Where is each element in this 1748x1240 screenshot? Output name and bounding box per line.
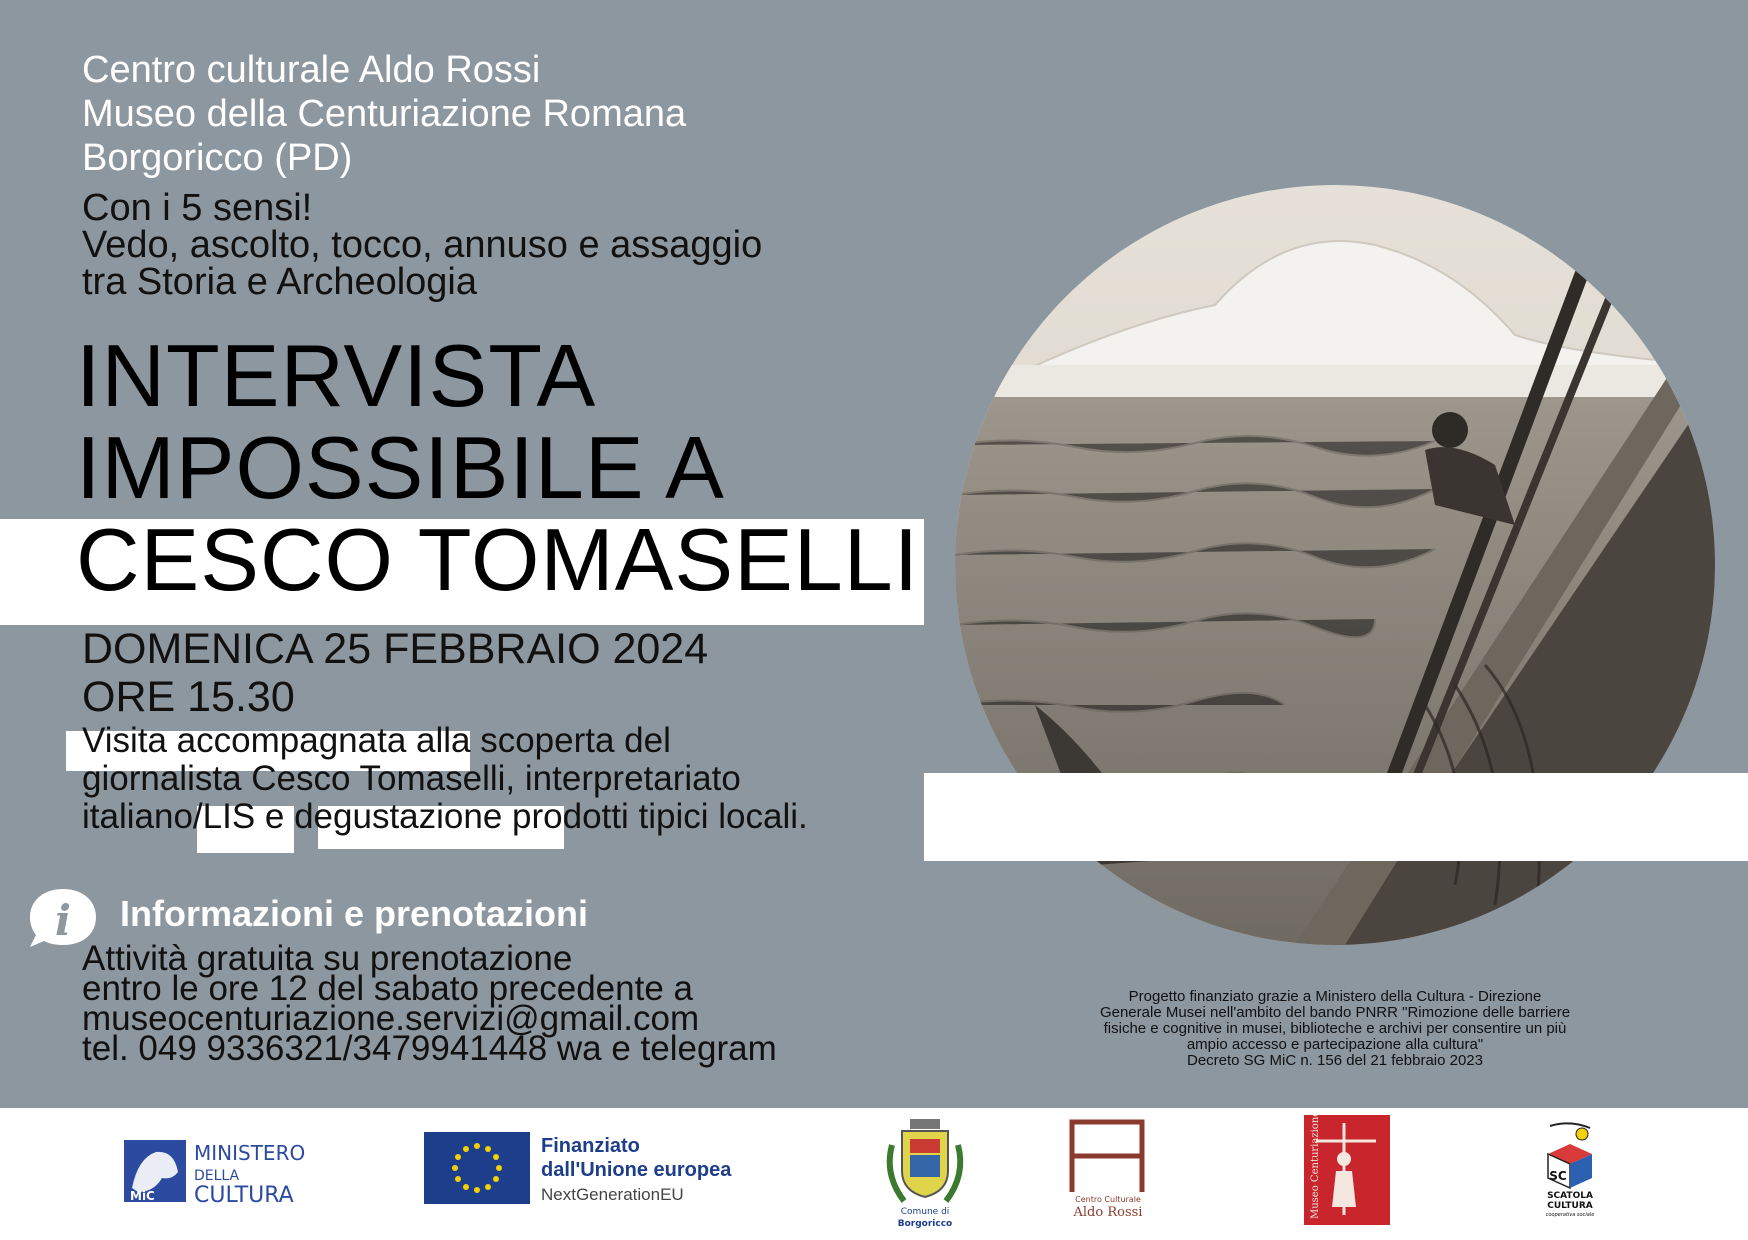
info-title: Informazioni e prenotazioni xyxy=(120,893,589,934)
comune-line-1: Comune di xyxy=(900,1207,950,1217)
decorative-white-bar-right xyxy=(924,773,1748,861)
series-line-1: Con i 5 sensi! xyxy=(82,187,313,229)
scatola-badge: SC xyxy=(1549,1169,1567,1183)
event-title-line-2: IMPOSSIBILE A xyxy=(76,418,725,517)
logo-ministero-cultura xyxy=(124,1138,324,1211)
scatola-line-1: SCATOLA xyxy=(1547,1191,1593,1201)
funding-line-1: Progetto finanziato grazie a Ministero della Cultura - Direzione xyxy=(1128,988,1542,1005)
funding-line-3: fisiche e cognitive in musei, biblioteche e archivi per consentire un più xyxy=(1103,1020,1567,1037)
description-line-3: italiano/LIS e degustazione prodotti tipici locali. xyxy=(82,797,808,836)
event-title xyxy=(76,326,920,609)
logo-scatola-cultura xyxy=(1540,1118,1600,1223)
mic-line-2: DELLA xyxy=(194,1168,240,1184)
contact-line-1: Attività gratuita su prenotazione xyxy=(82,939,573,978)
logo-centro-aldo-rossi xyxy=(1068,1118,1148,1223)
eu-line-3: NextGenerationEU xyxy=(541,1185,684,1204)
venue-block xyxy=(82,48,686,180)
eu-line-2: dall'Unione europea xyxy=(541,1159,732,1181)
event-description xyxy=(82,722,808,836)
mic-badge-text: MiC xyxy=(130,1189,155,1203)
description-line-2: giornalista Cesco Tomaselli, interpretariato xyxy=(82,759,741,798)
event-title-line-1: INTERVISTA xyxy=(76,326,597,425)
funding-note xyxy=(1040,989,1630,1069)
museo-logo-text: Museo Centuriazione Romana xyxy=(1310,1115,1321,1219)
aldo-line-1: Centro Culturale xyxy=(1075,1195,1141,1204)
svg-text:i: i xyxy=(55,896,71,945)
series-line-2: Vedo, ascolto, tocco, annuso e assaggio xyxy=(82,224,763,266)
event-title-line-3: CESCO TOMASELLI xyxy=(76,510,920,609)
aldo-line-2: Aldo Rossi xyxy=(1073,1205,1143,1218)
contact-email[interactable]: museocenturiazione.servizi@gmail.com xyxy=(82,999,700,1038)
funding-line-4: ampio accesso e partecipazione alla cultura" xyxy=(1186,1036,1484,1053)
contact-phone[interactable]: tel. 049 9336321/3479941448 wa e telegram xyxy=(82,1029,777,1068)
contact-line-2: entro le ore 12 del sabato precedente a xyxy=(82,969,693,1008)
series-block xyxy=(82,187,763,303)
scatola-line-3: cooperativa sociale xyxy=(1545,1212,1595,1218)
mic-line-3: CULTURA xyxy=(194,1183,294,1206)
event-date: DOMENICA 25 FEBBRAIO 2024 xyxy=(82,625,709,673)
venue-line-2: Museo della Centuriazione Romana xyxy=(82,93,687,135)
scatola-line-2: CULTURA xyxy=(1547,1201,1593,1211)
contact-block xyxy=(82,939,777,1068)
venue-line-1: Centro culturale Aldo Rossi xyxy=(82,49,541,91)
venue-line-3: Borgoricco (PD) xyxy=(82,137,353,179)
series-line-3: tra Storia e Archeologia xyxy=(82,261,478,303)
eu-line-1: Finanziato xyxy=(541,1135,640,1157)
description-line-1: Visita accompagnata alla scoperta del xyxy=(82,721,671,760)
event-datetime xyxy=(82,625,708,721)
logo-eu-nextgeneration xyxy=(424,1130,754,1211)
funding-line-5: Decreto SG MiC n. 156 del 21 febbraio 2023 xyxy=(1186,1052,1483,1069)
funding-line-2: Generale Musei nell'ambito del bando PNRR "Rimozione delle barriere xyxy=(1099,1004,1571,1021)
mic-line-1: MINISTERO xyxy=(194,1141,306,1165)
logo-comune-borgoricco xyxy=(880,1115,970,1235)
comune-line-2: Borgoricco xyxy=(897,1219,953,1229)
event-time: ORE 15.30 xyxy=(82,673,295,721)
logo-museo-centuriazione xyxy=(1304,1115,1390,1230)
